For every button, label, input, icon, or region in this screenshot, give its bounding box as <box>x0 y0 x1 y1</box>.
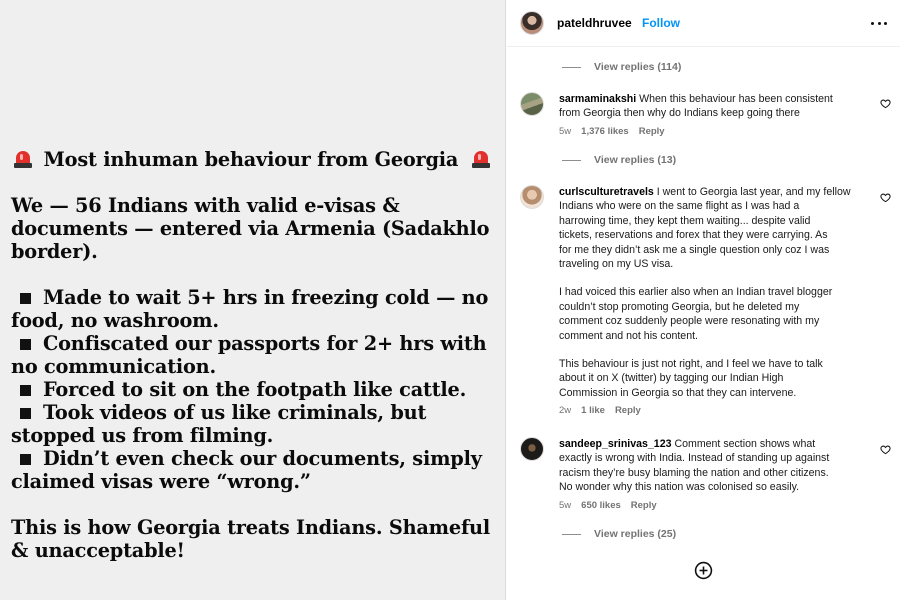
view-replies-button[interactable]: View replies (13) <box>562 154 676 166</box>
post-bullet: Didn’t even check our documents, simply <box>11 447 496 470</box>
comments-panel <box>507 0 900 600</box>
follow-button[interactable]: Follow <box>642 16 680 30</box>
comment-meta <box>559 404 869 418</box>
comment-time[interactable]: 2w <box>559 405 572 417</box>
commenter-avatar[interactable] <box>520 437 544 461</box>
post-intro-line: border). <box>11 240 98 263</box>
comment-likes[interactable]: 1 like <box>581 405 605 417</box>
comment-username[interactable]: sarmaminakshi <box>559 93 637 105</box>
view-replies-button[interactable]: View replies (114) <box>562 61 681 73</box>
post-bullet: Made to wait 5+ hrs in freezing cold — no <box>11 286 496 309</box>
black-square-icon <box>20 293 31 304</box>
post-bullet: Confiscated our passports for 2+ hrs with <box>11 332 496 355</box>
post-bullet-cont: no communication. <box>11 355 217 378</box>
comment-body <box>559 185 869 419</box>
comment-time[interactable]: 5w <box>559 499 572 511</box>
post-intro-line: documents — entered via Armenia (Sadakhlo <box>11 217 490 240</box>
comment-meta <box>559 125 869 139</box>
post-closing-line: This is how Georgia treats Indians. Shameful <box>11 516 490 539</box>
comment-time[interactable]: 5w <box>559 125 572 137</box>
reply-button[interactable]: Reply <box>638 125 665 137</box>
post-bullet-cont: stopped us from filming. <box>11 424 274 447</box>
more-options-icon[interactable] <box>871 17 887 29</box>
comment-meta <box>559 499 869 513</box>
post-bullet-cont: food, no washroom. <box>11 309 219 332</box>
post-title: Most inhuman behaviour from Georgia <box>43 148 459 171</box>
comment-likes[interactable]: 1,376 likes <box>581 125 629 137</box>
post-header <box>507 0 900 47</box>
comment-likes[interactable]: 650 likes <box>581 499 621 511</box>
reply-button[interactable]: Reply <box>614 405 641 417</box>
comment-text: sarmaminakshi When this behaviour has been consistent from Georgia then why do Indians keep going there <box>559 93 833 120</box>
siren-icon <box>13 149 33 169</box>
comment-text: I had voiced this earlier also when an Indian travel blogger couldn’t stop promoting Georgia, but he deleted my comment coz suddenly people were resonating with my comment and not his content. <box>559 286 833 342</box>
siren-icon <box>471 149 491 169</box>
post-closing-line: & unacceptable! <box>11 539 185 562</box>
black-square-icon <box>20 408 31 419</box>
post-bullet: Took videos of us like criminals, but <box>11 401 496 424</box>
heart-icon[interactable] <box>880 192 891 203</box>
author-username[interactable]: pateldhruvee <box>557 16 632 30</box>
comment-username[interactable]: sandeep_srinivas_123 <box>559 438 672 450</box>
comment-body <box>559 437 869 513</box>
comment-text: curlsculturetravels I went to Georgia last year, and my fellow Indians who were on the same flight as I was had a harrowing time, they kept them waiting... despite valid tickets, reservations and forex that they were carrying. As for me they didn’t ask me a single question only coz I was traveling on my US visa. <box>559 186 851 271</box>
black-square-icon <box>20 339 31 350</box>
post-title-line <box>11 148 496 171</box>
heart-icon[interactable] <box>880 98 891 109</box>
commenter-avatar[interactable] <box>520 92 544 116</box>
reply-button[interactable]: Reply <box>630 499 657 511</box>
commenter-avatar[interactable] <box>520 185 544 209</box>
post-bullet-cont: claimed visas were “wrong.” <box>11 470 311 493</box>
post-bullet: Forced to sit on the footpath like cattle. <box>11 378 496 401</box>
post-text <box>11 148 496 562</box>
comment-text: sandeep_srinivas_123 Comment section shows what exactly is wrong with India. Instead of standing up against racism they’re busy blaming the nation and other citizens. No wonder why this nation was colonised so easily. <box>559 438 830 494</box>
post-intro-line: We — 56 Indians with valid e-visas & <box>11 194 400 217</box>
add-circle-icon[interactable] <box>694 561 713 580</box>
view-replies-button[interactable]: View replies (25) <box>562 528 676 540</box>
comment-username[interactable]: curlsculturetravels <box>559 186 654 198</box>
heart-icon[interactable] <box>880 444 891 455</box>
comment-body <box>559 92 869 139</box>
comment-text: This behaviour is just not right, and I feel we have to talk about it on X (twitter) by tagging our Indian High Commission in Georgia so that they can intervene. <box>559 358 823 399</box>
author-avatar[interactable] <box>520 11 544 35</box>
black-square-icon <box>20 454 31 465</box>
black-square-icon <box>20 385 31 396</box>
